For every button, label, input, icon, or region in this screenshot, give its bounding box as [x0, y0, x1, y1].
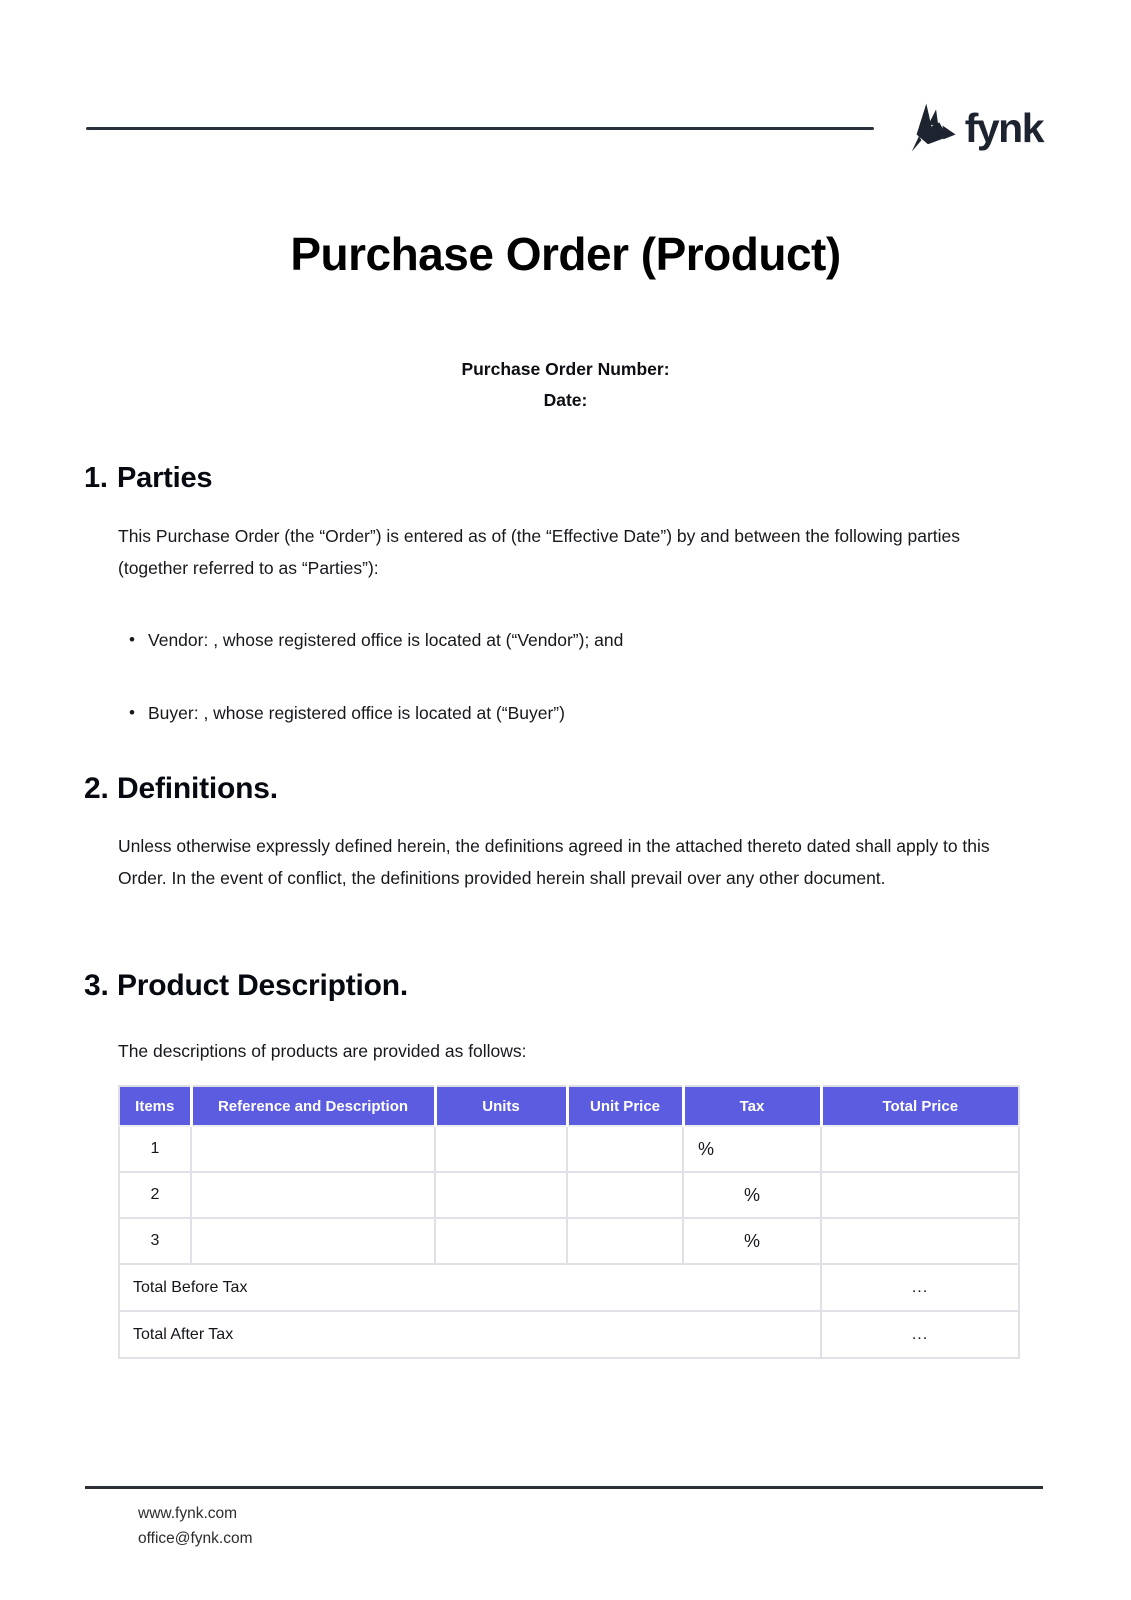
col-header-total-price: Total Price — [821, 1086, 1019, 1126]
unit-price-cell — [567, 1172, 683, 1218]
reference-cell — [191, 1218, 435, 1264]
total-price-cell — [821, 1172, 1019, 1218]
section-heading-product-description — [84, 969, 408, 1003]
origami-bird-icon — [906, 100, 958, 156]
product-description-intro: The descriptions of products are provided as follows: — [118, 1041, 527, 1061]
tax-cell: % — [683, 1172, 821, 1218]
section-title: Parties — [117, 462, 213, 494]
section-number: 2. — [84, 772, 109, 805]
vendor-bullet — [129, 627, 1009, 653]
total-after-tax-value: ... — [821, 1311, 1019, 1358]
total-before-tax-row — [119, 1264, 1019, 1311]
tax-cell: % — [683, 1218, 821, 1264]
header-divider — [86, 127, 874, 130]
section-heading-parties — [84, 462, 212, 495]
footer-email: office@fynk.com — [138, 1530, 253, 1547]
col-header-unit-price: Unit Price — [567, 1086, 683, 1126]
page-footer — [138, 1501, 253, 1551]
total-before-tax-label: Total Before Tax — [119, 1264, 821, 1311]
brand-wordmark: fynk — [964, 104, 1043, 151]
buyer-bullet — [129, 700, 1009, 726]
parties-paragraph: This Purchase Order (the “Order”) is entered as of (the “Effective Date”) by and between the following parties (together referred to as “Parties”): — [118, 526, 961, 578]
item-number-cell: 1 — [119, 1126, 191, 1172]
reference-cell — [191, 1172, 435, 1218]
brand-logo — [906, 100, 1043, 156]
footer-website: www.fynk.com — [138, 1505, 238, 1522]
item-number-cell: 2 — [119, 1172, 191, 1218]
unit-price-cell — [567, 1126, 683, 1172]
page-header — [86, 100, 1043, 156]
col-header-units: Units — [435, 1086, 567, 1126]
definitions-paragraph: Unless otherwise expressly defined herein, the definitions agreed in the attached thereto dated shall apply to this Order. In the event of conflict, the definitions provided herein shall prevail over any other document. — [118, 836, 990, 888]
units-cell — [435, 1172, 567, 1218]
col-header-items: Items — [119, 1086, 191, 1126]
table-row — [119, 1172, 1019, 1218]
page-title: Purchase Order (Product) — [290, 228, 841, 280]
total-after-tax-row — [119, 1311, 1019, 1358]
units-cell — [435, 1218, 567, 1264]
table-row — [119, 1218, 1019, 1264]
total-before-tax-value: ... — [821, 1264, 1019, 1311]
total-price-cell — [821, 1126, 1019, 1172]
col-header-reference: Reference and Description — [191, 1086, 435, 1126]
tax-cell: % — [683, 1126, 821, 1172]
document-meta — [0, 354, 1131, 416]
section-number: 1. — [84, 462, 108, 494]
bullet-dot-icon: • — [129, 703, 135, 722]
unit-price-cell — [567, 1218, 683, 1264]
units-cell — [435, 1126, 567, 1172]
section-title: Product Description. — [117, 969, 409, 1002]
section-title: Definitions. — [117, 772, 278, 805]
buyer-bullet-text: Buyer: , whose registered office is located at (“Buyer”) — [148, 703, 565, 723]
footer-divider — [85, 1486, 1043, 1489]
reference-cell — [191, 1126, 435, 1172]
section-heading-definitions — [84, 772, 278, 806]
table-header-row — [119, 1086, 1019, 1126]
table-row — [119, 1126, 1019, 1172]
item-number-cell: 3 — [119, 1218, 191, 1264]
vendor-bullet-text: Vendor: , whose registered office is located at (“Vendor”); and — [148, 630, 624, 650]
section-number: 3. — [84, 969, 109, 1002]
po-number-label: Purchase Order Number: — [461, 359, 670, 379]
date-label: Date: — [543, 390, 588, 410]
product-table — [118, 1085, 1020, 1359]
col-header-tax: Tax — [683, 1086, 821, 1126]
bullet-dot-icon: • — [129, 630, 135, 649]
total-after-tax-label: Total After Tax — [119, 1311, 821, 1358]
total-price-cell — [821, 1218, 1019, 1264]
